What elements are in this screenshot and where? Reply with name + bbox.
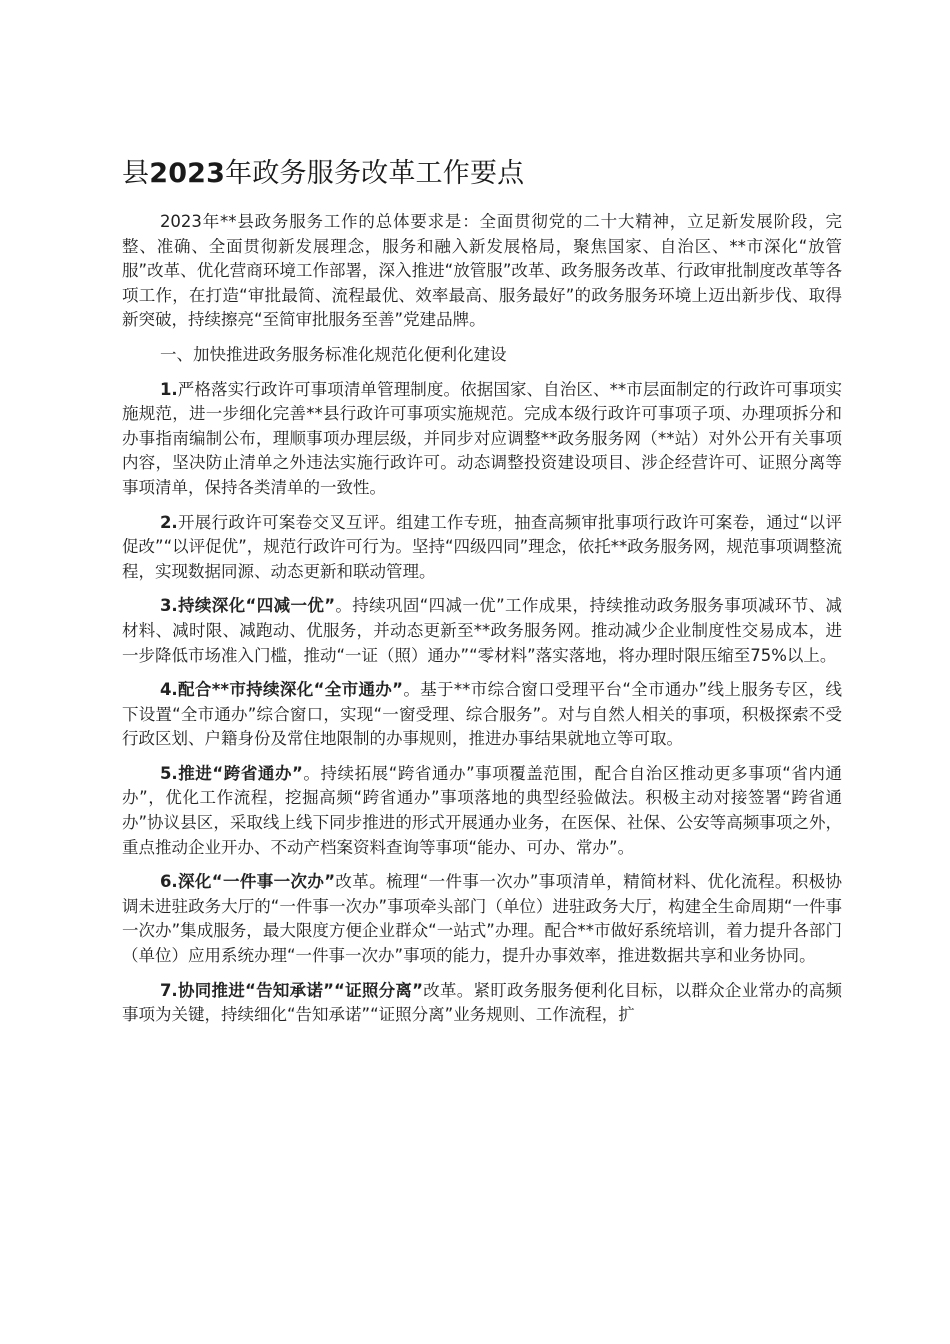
intro-paragraph: 2023年**县政务服务工作的总体要求是：全面贯彻党的二十大精神，立足新发展阶段，完整、准确、全面贯彻新发展理念，服务和融入新发展格局，聚焦国家、自治区、**市深化“放管服”改革、优化营商环境工作部署，深入推进“放管服”改革、政务服务改革、行政审批制度改革等各项工作，在打造“审批最简、流程最优、效率最高、服务最好”的政务服务环境上迈出新步伐、取得新突破，持续擦亮“至简审批服务至善”党建品牌。 (122, 212, 842, 330)
item-paragraph-2 (122, 511, 842, 585)
item-paragraph-4 (122, 678, 842, 752)
item-paragraph-6 (122, 870, 842, 968)
item-number: 7. (159, 980, 178, 1000)
item-number: 1. (159, 379, 178, 399)
item-body: 。基于**市综合窗口受理平台“全市通办”线上服务专区，线下设置“全市通办”综合窗口，实现“一窗受理、综合服务”。对与自然人相关的事项，积极探索不受行政区划、户籍身份及常住地限制的办事规则，推进办事结果就地立等可取。 (122, 680, 842, 749)
item-lead: 配合**市持续深化“全市通办” (177, 680, 403, 700)
item-paragraph-5 (122, 762, 842, 860)
item-lead: 深化“一件事一次办” (177, 872, 336, 892)
title-suffix: 年政务服务改革工作要点 (225, 158, 525, 189)
item-number: 5. (159, 763, 178, 783)
document-title (122, 150, 842, 198)
item-body: 。持续拓展“跨省通办”事项覆盖范围，配合自治区推动更多事项“省内通办”，优化工作流程，挖掘高频“跨省通办”事项落地的典型经验做法。积极主动对接签署“跨省通办”协议县区，采取线上线下同步推进的形式开展通办业务，在医保、社保、公安等高频事项之外，重点推动企业开办、不动产档案资料查询等事项“能办、可办、常办”。 (122, 763, 842, 857)
item-number: 2. (159, 512, 178, 532)
document-page (122, 150, 842, 1028)
item-body: 开展行政许可案卷交叉互评。组建工作专班，抽查高频审批事项行政许可案卷，通过“以评促改”“以评促优”，规范行政许可行为。坚持“四级四同”理念，依托**政务服务网，规范事项调整流程，实现数据同源、动态更新和联动管理。 (122, 512, 842, 581)
item-paragraph-7 (122, 979, 842, 1028)
item-paragraph-3 (122, 594, 842, 668)
item-body: 改革。紧盯政务服务便利化目标，以群众企业常办的高频事项为关键，持续细化“告知承诺”“证照分离”业务规则、工作流程，扩 (122, 980, 842, 1025)
item-lead: 协同推进“告知承诺”“证照分离” (177, 980, 423, 1000)
title-prefix: 县 (122, 158, 150, 189)
item-paragraph-1 (122, 378, 842, 501)
item-lead: 持续深化“四减一优” (177, 596, 336, 616)
item-body: 改革。梳理“一件事一次办”事项清单，精简材料、优化流程。积极协调未进驻政务大厅的“一件事一次办”事项牵头部门（单位）进驻政务大厅，构建全生命周期“一件事一次办”集成服务，最大限度方便企业群众“一站式”办理。配合**市做好系统培训，着力提升各部门（单位）应用系统办理“一件事一次办”事项的能力，提升办事效率，推进数据共享和业务协同。 (122, 872, 842, 966)
item-number: 4. (159, 680, 178, 700)
item-number: 3. (159, 596, 178, 616)
item-body: 。持续巩固“四减一优”工作成果，持续推动政务服务事项减环节、减材料、减时限、减跑动、优服务，并动态更新至**政务服务网。推动减少企业制度性交易成本，进一步降低市场准入门槛，推动“一证（照）通办”“零材料”落实落地，将办理时限压缩至75%以上。 (122, 596, 842, 665)
item-lead: 推进“跨省通办” (177, 763, 303, 783)
item-number: 6. (159, 872, 178, 892)
item-body: 严格落实行政许可事项清单管理制度。依据国家、自治区、**市层面制定的行政许可事项实施规范，进一步细化完善**县行政许可事项实施规范。完成本级行政许可事项子项、办理项拆分和办事指南编制公布，理顺事项办理层级，并同步对应调整**政务服务网（**站）对外公开有关事项内容，坚决防止清单之外违法实施行政许可。动态调整投资建设项目、涉企经营许可、证照分离等事项清单，保持各类清单的一致性。 (122, 379, 842, 497)
section-heading: 一、加快推进政务服务标准化规范化便利化建设 (159, 344, 507, 364)
title-year: 2023 (149, 158, 226, 189)
